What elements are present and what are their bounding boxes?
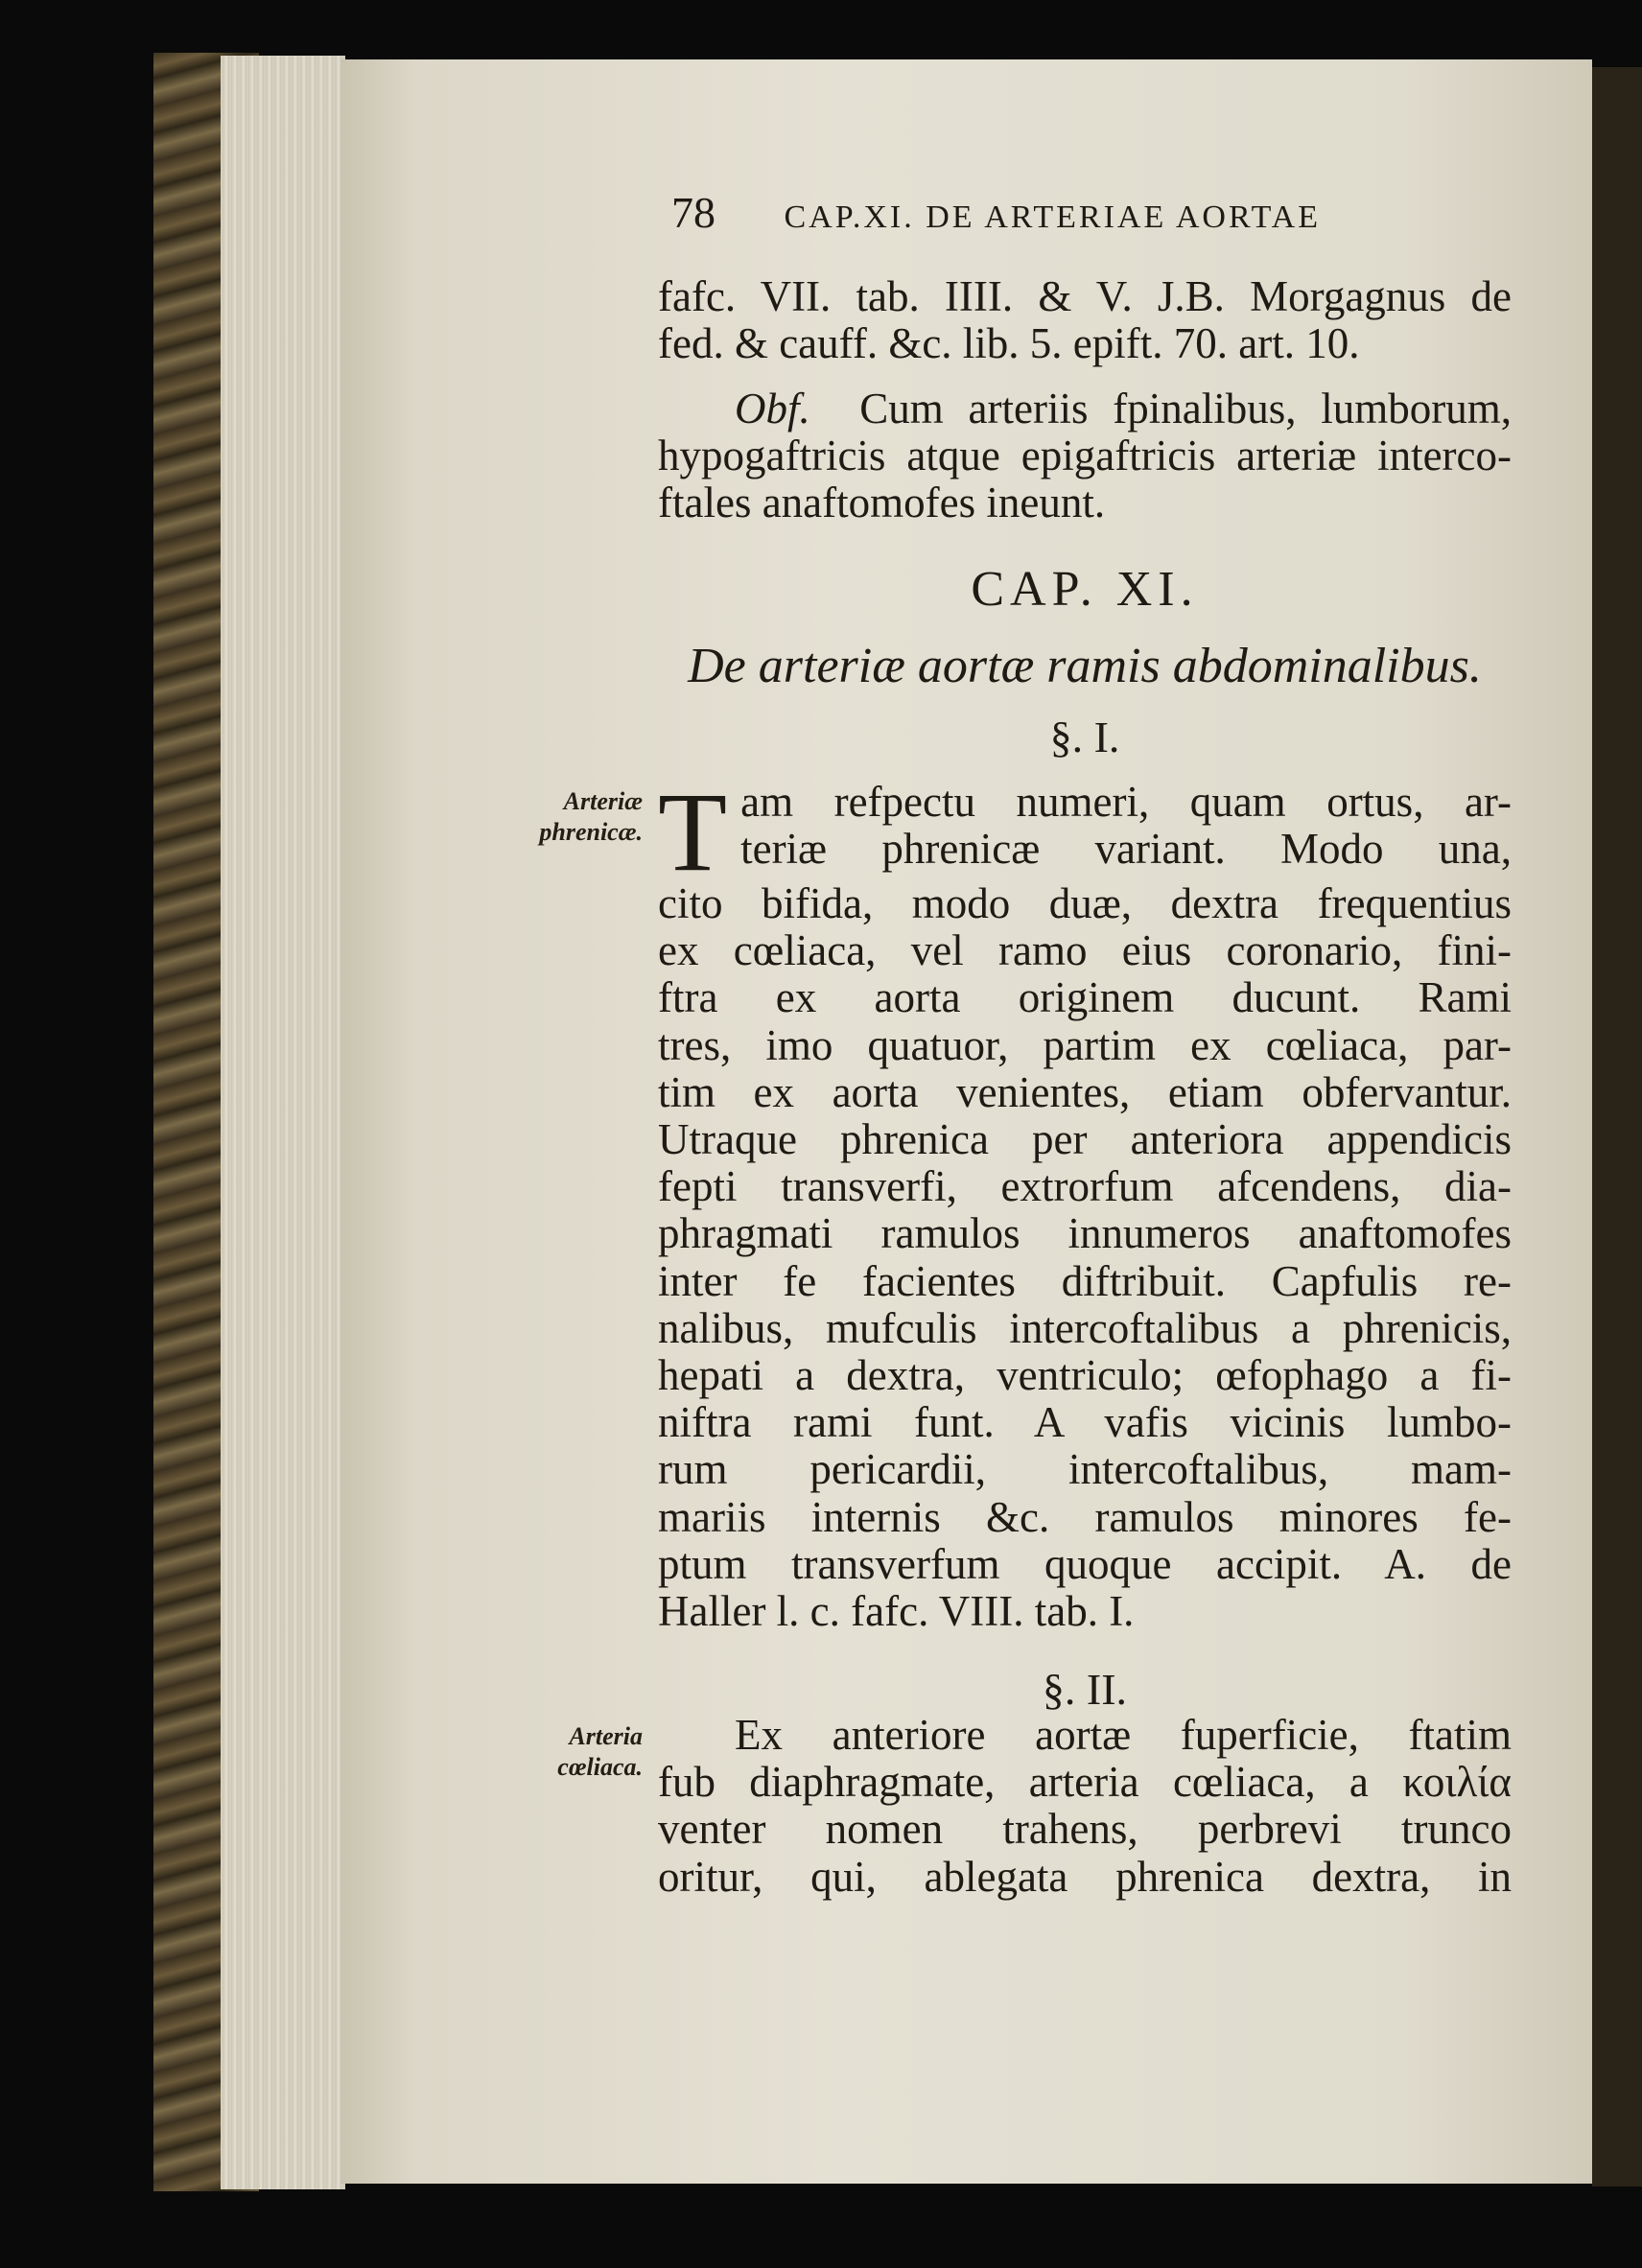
- running-title: CAP.XI. DE ARTERIAE AORTAE: [784, 199, 1321, 235]
- text-line: fed. & cauff. &c. lib. 5. epift. 70. art. 10.: [658, 319, 1360, 368]
- page-edges: [221, 56, 345, 2189]
- text-line: fepti transverfi, extrorfum afcendens, dia-: [658, 1162, 1512, 1211]
- text-line: phragmati ramulos innumeros anaftomofes: [658, 1209, 1512, 1258]
- continuation-text: [658, 273, 1512, 367]
- text-line: nalibus, mufculis intercoftalibus a phrenicis,: [658, 1303, 1512, 1352]
- text-line: ftales anaftomofes ineunt.: [658, 479, 1106, 527]
- text-line: ex cœliaca, vel ramo eius coronario, fini-: [658, 926, 1512, 975]
- text-line: ftra ex aorta originem ducunt. Rami: [658, 973, 1512, 1022]
- margin-note-coeliaca: [480, 1721, 643, 1783]
- text-line: niftra rami funt. A vafis vicinis lumbo-: [658, 1398, 1512, 1447]
- page-number: 78: [671, 188, 715, 237]
- obs-label: Obf.: [735, 385, 810, 433]
- drop-cap: T: [658, 769, 728, 895]
- section-mark: §. I.: [1049, 713, 1120, 761]
- margin-note-phrenicae: [480, 786, 643, 848]
- margin-note-line: Arteriæ: [563, 787, 643, 815]
- text-line: fub diaphragmate, arteria cœliaca, a κοιλία: [658, 1758, 1512, 1807]
- text-line: hypogaftricis atque epigaftricis arteriæ interco-: [658, 432, 1512, 480]
- text-line: hepati a dextra, ventriculo; œfophago a fi-: [658, 1351, 1512, 1400]
- text-line: fafc. VII. tab. IIII. & V. J.B. Morgagnus de: [658, 272, 1512, 320]
- text-line: Utraque phrenica per anteriora appendicis: [658, 1115, 1512, 1164]
- text-line: tim ex aorta venientes, etiam obfervantur.: [658, 1067, 1512, 1116]
- text-line: teriæ phrenicæ variant. Modo una,: [740, 825, 1512, 874]
- text-line: Cum arteriis fpinalibus, lumborum,: [859, 385, 1512, 433]
- chapter-subtitle: De arteriæ aortæ ramis abdominalibus.: [688, 639, 1482, 693]
- margin-note-line: cœliaca.: [557, 1753, 643, 1781]
- margin-note-line: Arteria: [569, 1722, 643, 1750]
- text-line: inter fe facientes diftribuit. Capfulis re-: [658, 1256, 1512, 1305]
- text-line: tres, imo quatuor, partim ex cœliaca, par-: [658, 1020, 1512, 1069]
- margin-note-line: phrenicæ.: [539, 818, 643, 846]
- text-line: Ex anteriore aortæ fuperficie, ftatim: [735, 1711, 1512, 1759]
- section-2-paragraph: [658, 1712, 1512, 1901]
- text-line: oritur, qui, ablegata phrenica dextra, in: [658, 1852, 1512, 1901]
- text-line: mariis internis &c. ramulos minores fe-: [658, 1492, 1512, 1541]
- text-line: cito bifida, modo duæ, dextra frequentius: [658, 879, 1512, 927]
- text-line: rum pericardii, intercoftalibus, mam-: [658, 1445, 1512, 1494]
- observation-paragraph: [658, 386, 1512, 527]
- text-line: ptum transverfum quoque accipit. A. de: [658, 1539, 1512, 1588]
- section-1-paragraph: [658, 769, 1512, 1636]
- running-head: [671, 187, 1400, 238]
- binding-shadow: [1592, 67, 1642, 2186]
- chapter-heading: CAP. XI.: [971, 562, 1199, 617]
- section-mark: §. II.: [1042, 1665, 1128, 1714]
- text-line: am refpectu numeri, quam ortus, ar-: [740, 778, 1512, 826]
- text-line: Haller l. c. fafc. VIII. tab. I.: [658, 1587, 1135, 1636]
- text-line: venter nomen trahens, perbrevi trunco: [658, 1805, 1512, 1854]
